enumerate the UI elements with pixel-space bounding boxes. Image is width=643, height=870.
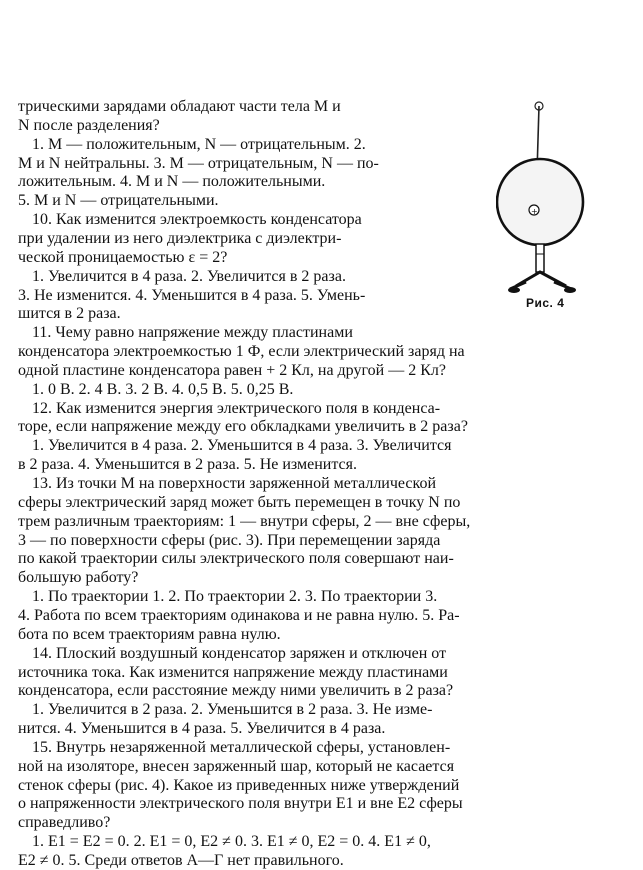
text-line: сферы электрический заряд может быть перемещен в точку N по [18,494,461,511]
text-line: 1. E1 = E2 = 0. 2. E1 = 0, E2 ≠ 0. 3. E1 ≠ 0, E2 = 0. 4. E1 ≠ 0, [32,833,431,850]
text-line: стенок сферы (рис. 4). Какое из приведенных ниже утверждений [18,777,460,794]
text-line: 12. Как изменится энергия электрического поля в конденса- [32,400,441,417]
text-line: 1. По траектории 1. 2. По траектории 2. 3. По траектории 3. [32,588,438,605]
svg-text:+: + [531,207,538,216]
text-line: 10. Как изменится электроемкость конденсатора [32,211,362,228]
text-line: конденсатора электроемкостью 1 Ф, если электрический заряд на [18,343,465,360]
text-line: 15. Внутрь незаряженной металлической сферы, установлен- [32,739,451,756]
text-line: 14. Плоский воздушный конденсатор заряжен и отключен от [32,645,447,662]
text-line: 11. Чему равно напряжение между пластинами [32,324,353,341]
text-line: трем различным траекториям: 1 — внутри сферы, 2 — вне сферы, [18,513,471,530]
text-line: шится в 2 раза. [18,305,121,322]
text-line: ложительным. 4. M и N — положительными. [18,173,326,190]
text-line: 1. Увеличится в 4 раза. 2. Уменьшится в 4 раза. 3. Увеличится [32,437,452,454]
text-line: бота по всем траекториям равна нулю. [18,626,281,643]
text-line: 1. Увеличится в 2 раза. 2. Уменьшится в 2 раза. 3. Не изме- [32,701,433,718]
text-line: в 2 раза. 4. Уменьшится в 2 раза. 5. Не изменится. [18,456,358,473]
text-line: M и N нейтральны. 3. M — отрицательным, N — по- [18,155,379,172]
electroscope-illustration [496,96,641,328]
text-line: о напряженности электрического поля внутри E1 и вне E2 сферы [18,795,463,812]
text-line: по какой траектории силы электрического поля совершают наи- [18,550,454,567]
text-line: 3 — по поверхности сферы (рис. 3). При перемещении заряда [18,532,441,549]
text-line: одной пластине конденсатора равен + 2 Кл, на другой — 2 Кл? [18,362,446,379]
figure-caption: Рис. 4 [526,296,565,310]
text-line: нится. 4. Уменьшится в 4 раза. 5. Увеличится в 4 раза. [18,720,386,737]
text-line: 3. Не изменится. 4. Уменьшится в 4 раза. 5. Умень- [18,287,366,304]
text-line: большую работу? [18,569,139,586]
text-line: трическими зарядами обладают части тела M и [18,98,341,115]
text-line: справедливо? [18,814,111,831]
text-line: 1. Увеличится в 4 раза. 2. Увеличится в 2 раза. [32,268,346,285]
text-line: E2 ≠ 0. 5. Среди ответов А—Г нет правильного. [18,852,344,869]
text-line: 5. M и N — отрицательными. [18,192,219,209]
text-line: 1. M — положительным, N — отрицательным. 2. [32,136,366,153]
text-line: торе, если напряжение между его обкладками увеличить в 2 раза? [18,418,468,435]
text-line: 4. Работа по всем траекториям одинакова и не равна нулю. 5. Ра- [18,607,460,624]
text-line: источника тока. Как изменится напряжение между пластинами [18,664,448,681]
text-line: при удалении из него диэлектрика с диэлектри- [18,230,342,247]
text-line: N после разделения? [18,117,160,134]
text-line: 1. 0 В. 2. 4 В. 3. 2 В. 4. 0,5 В. 5. 0,25 В. [32,381,294,398]
text-line: конденсатора, если расстояние между ними увеличить в 2 раза? [18,682,454,699]
text-line: 13. Из точки M на поверхности заряженной металлической [32,475,437,492]
text-line: ной на изоляторе, внесен заряженный шар, который не касается [18,758,455,775]
text-line: ческой проницаемостью ε = 2? [18,249,228,266]
